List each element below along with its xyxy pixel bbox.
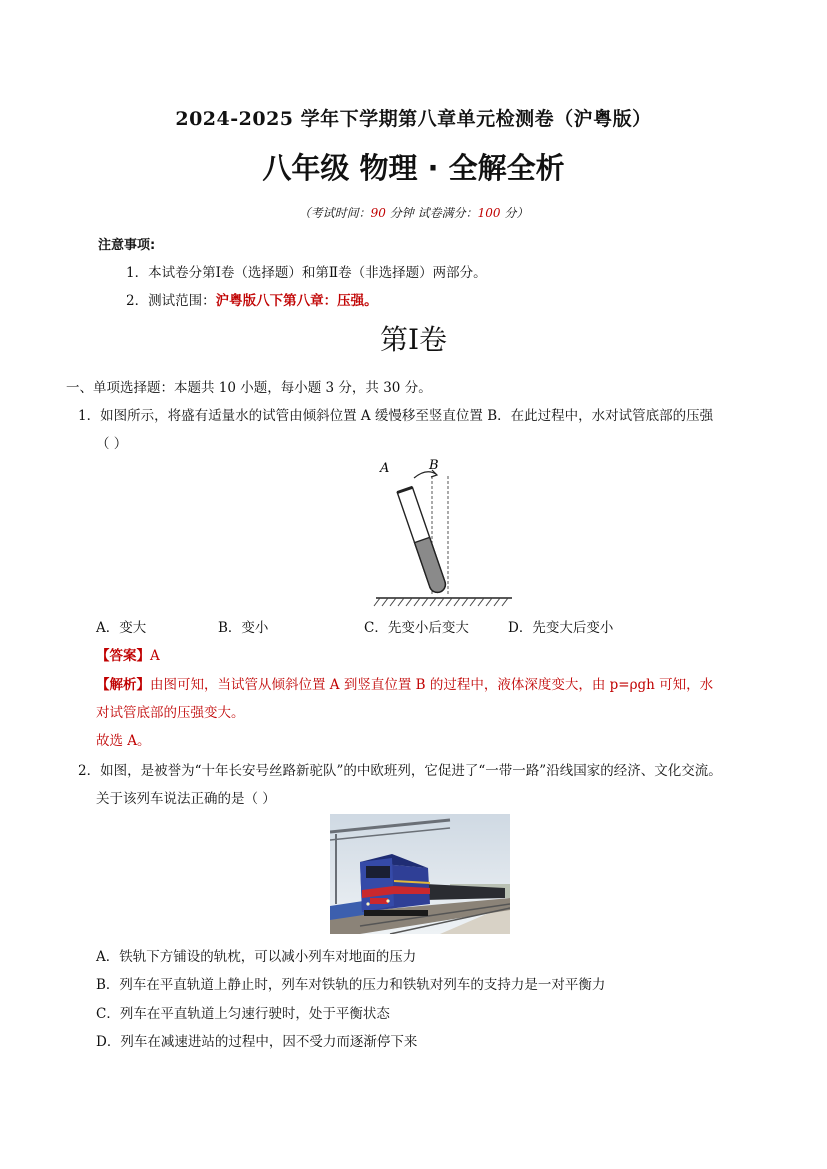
q1-answer: [96, 644, 160, 664]
exam-subtitle: 八年级 物理 · 全解全析: [262, 151, 565, 185]
exam-score-value: 100: [477, 206, 501, 220]
exam-title: 2024-2025 学年下学期第八章单元检测卷（沪粤版）: [175, 108, 652, 130]
exam-info-prefix: （考试时间：: [298, 206, 371, 220]
q1-analysis-label: 【解析】: [96, 677, 150, 693]
exam-info: [0, 204, 827, 221]
q1-answer-value: A: [150, 648, 160, 664]
q1-option-c: C．先变小后变大: [364, 620, 469, 636]
q1-conclusion: 故选 A。: [96, 733, 151, 749]
q1-option-a: A．变大: [96, 620, 147, 636]
q1-answer-label: 【答案】: [96, 648, 150, 664]
q1-stem-line2: （ ）: [96, 436, 128, 452]
q1-analysis-line2: 对试管底部的压强变大。: [96, 705, 245, 721]
q2-option-c: C．列车在平直轨道上匀速行驶时，处于平衡状态: [96, 1006, 390, 1022]
q2-stem-line1: 2．如图，是被誉为“十年长安号丝路新驼队”的中欧班列，它促进了“一带一路”沿线国家的经济、文化交流。: [78, 763, 722, 779]
part-heading: 一、单项选择题：本题共 10 小题，每小题 3 分，共 30 分。: [66, 380, 432, 396]
exam-time-value: 90: [370, 206, 386, 220]
exam-info-mid: 分钟 试卷满分：: [385, 206, 478, 220]
notice-heading: 注意事项:: [98, 238, 156, 253]
figure-label-a: A: [380, 461, 390, 476]
q1-analysis-text: 由图可知，当试管从倾斜位置 A 到竖直位置 B 的过程中，液体深度变大，由 p=ρgh 可知，水: [150, 677, 714, 693]
q1-analysis-line1: [96, 673, 713, 693]
notice-item-2: [126, 289, 378, 309]
section-title: 第Ⅰ卷: [379, 323, 448, 356]
q2-option-b: B．列车在平直轨道上静止时，列车对铁轨的压力和铁轨对列车的支持力是一对平衡力: [96, 977, 606, 993]
q1-stem-line1: 1．如图所示，将盛有适量水的试管由倾斜位置 A 缓慢移至竖直位置 B．在此过程中，水对试管底部的压强: [78, 408, 714, 424]
q1-option-d: D．先变大后变小: [508, 620, 614, 636]
figure-label-b: B: [429, 458, 439, 473]
q2-stem-line2: 关于该列车说法正确的是（ ）: [96, 791, 276, 807]
q2-option-a: A．铁轨下方铺设的轨枕，可以减小列车对地面的压力: [96, 949, 417, 965]
test-tube-diagram: [370, 456, 518, 608]
notice-item-2-prefix: 2．测试范围：: [126, 293, 216, 309]
train-photo: [330, 814, 510, 934]
exam-info-suffix: 分）: [500, 206, 529, 220]
q2-option-d: D．列车在减速进站的过程中，因不受力而逐渐停下来: [96, 1034, 418, 1050]
q1-option-b: B．变小: [218, 620, 269, 636]
notice-item-1: 1．本试卷分第Ⅰ卷（选择题）和第Ⅱ卷（非选择题）两部分。: [126, 265, 487, 281]
notice-item-2-scope: 沪粤版八下第八章：压强。: [215, 293, 378, 309]
